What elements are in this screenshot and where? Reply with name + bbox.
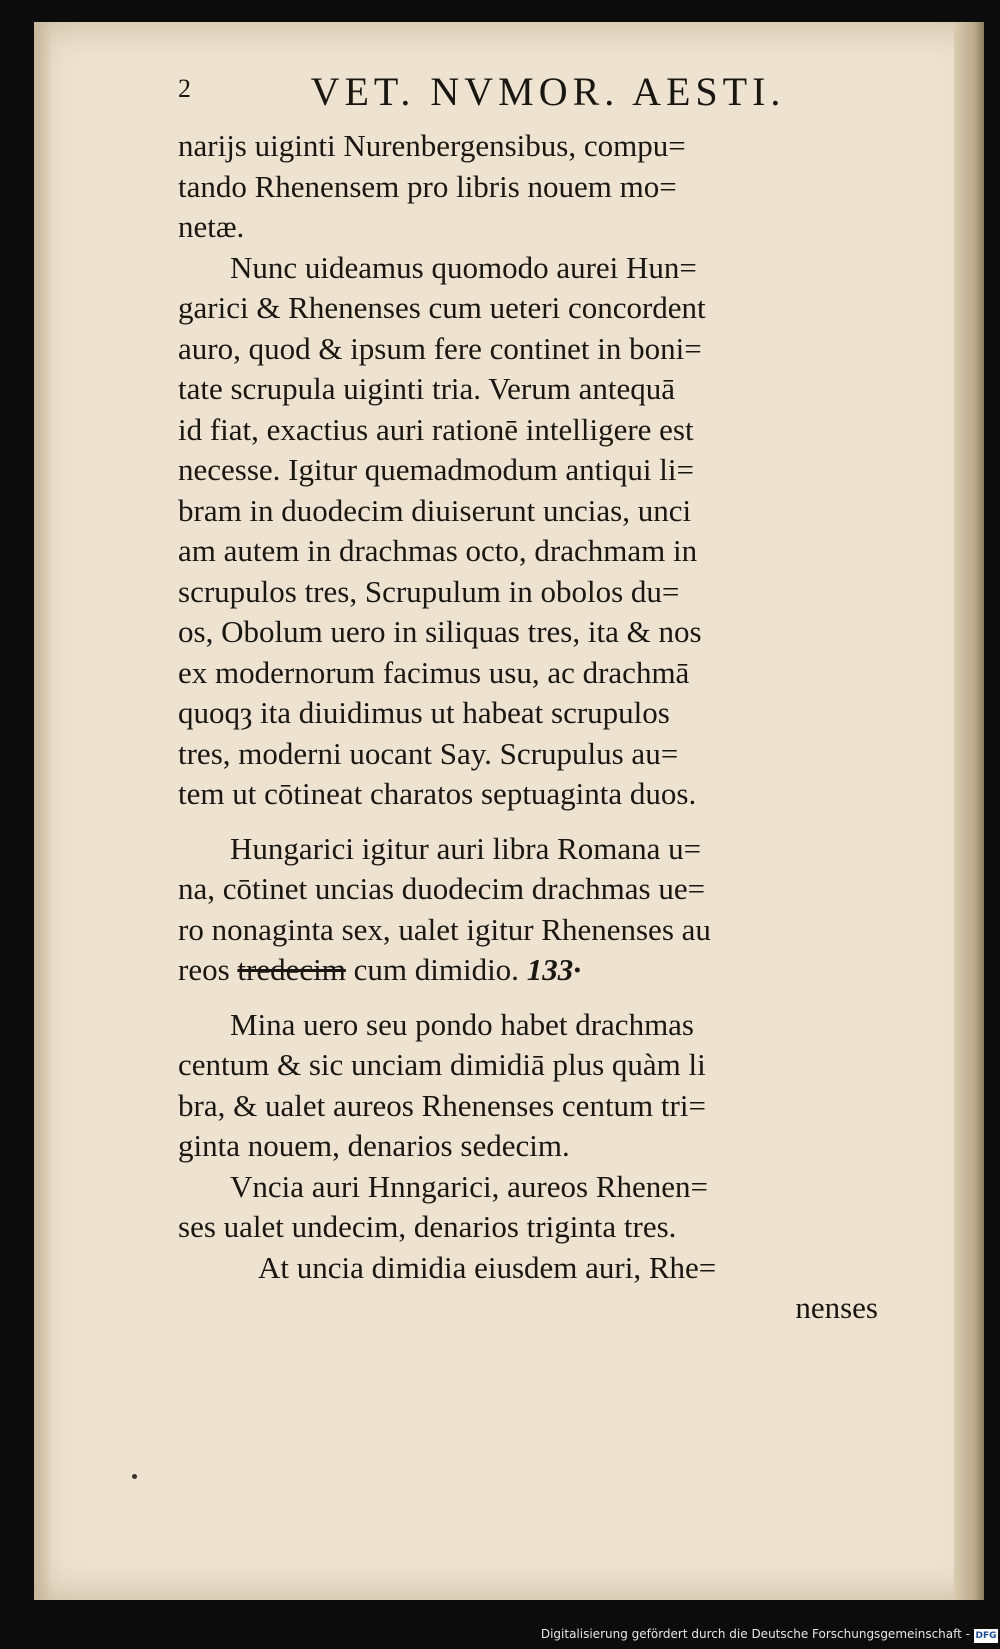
catchword: nenses (795, 1290, 878, 1325)
paragraph-start-line: Vncia auri Hnngarici, aureos Rhenen= (230, 1168, 709, 1204)
page-gutter-shadow (34, 22, 52, 1600)
text-fragment: cum dimidio. (353, 952, 519, 987)
dfg-logo: DFG (975, 1631, 997, 1641)
text-line: ses ualet undecim, denarios triginta tres. (178, 1209, 677, 1244)
text-line: necesse. Igitur quemadmodum antiqui li= (178, 452, 694, 487)
text-line: ex modernorum facimus usu, ac drachmā (178, 654, 690, 690)
text-line: netæ. (178, 209, 245, 244)
paragraph-start-line: Mina uero seu pondo habet drachmas (230, 1006, 695, 1042)
text-line: am autem in drachmas octo, drachmam in (178, 533, 698, 568)
text-line: id fiat, exactius auri rationē intelligere est (178, 411, 694, 447)
digitization-credit: Digitalisierung gefördert durch die Deutsche Forschungsgemeinschaft - (540, 1627, 970, 1641)
text-line: tando Rhenensem pro libris nouem mo= (178, 168, 677, 204)
running-head (178, 68, 878, 126)
text-line: na, cōtinet uncias duodecim drachmas ue= (178, 871, 706, 906)
struck-out-word: tredecim (237, 952, 346, 987)
text-line: scrupulos tres, Scrupulum in obolos du= (178, 573, 680, 609)
running-head-title: VET. NVMOR. AESTI. (310, 69, 786, 114)
text-line: quoqȝ ita diuidimus ut habeat scrupulos (178, 695, 670, 730)
page-mark: 2 (178, 74, 196, 103)
paragraph-start-line: Nunc uideamus quomodo aurei Hun= (230, 249, 697, 285)
ink-speck (132, 1474, 137, 1479)
text-line: os, Obolum uero in siliquas tres, ita & nos (178, 614, 702, 649)
text-line: bram in duodecim diuiserunt uncias, unci (178, 492, 692, 528)
text-fragment: reos (178, 952, 230, 987)
text-line: garici & Rhenenses cum ueteri concordent (178, 290, 706, 325)
text-line: auro, quod & ipsum fere continet in boni= (178, 330, 702, 366)
printed-text-block (178, 68, 878, 1329)
handwritten-annotation: 133· (526, 952, 581, 987)
text-line: centum & sic unciam dimidiā plus quàm li (178, 1047, 706, 1082)
paragraph-start-line: At uncia dimidia eiusdem auri, Rhe= (258, 1249, 717, 1285)
text-line: ginta nouem, denarios sedecim. (178, 1128, 570, 1163)
paragraph-start-line: Hungarici igitur auri libra Romana u= (230, 830, 702, 866)
text-line: tres, moderni uocant Say. Scrupulus au= (178, 735, 679, 771)
text-line: ro nonaginta sex, ualet igitur Rhenenses au (178, 911, 711, 947)
text-line: tem ut cōtineat charatos septuaginta duos. (178, 776, 697, 811)
footer-bar (0, 1621, 1000, 1649)
text-line: bra, & ualet aureos Rhenenses centum tri= (178, 1087, 706, 1123)
text-line: tate scrupula uiginti tria. Verum antequā (178, 371, 675, 406)
text-line-with-correction (178, 950, 878, 991)
page-fore-edge (954, 22, 984, 1600)
text-line: narijs uiginti Nurenbergensibus, compu= (178, 128, 686, 163)
